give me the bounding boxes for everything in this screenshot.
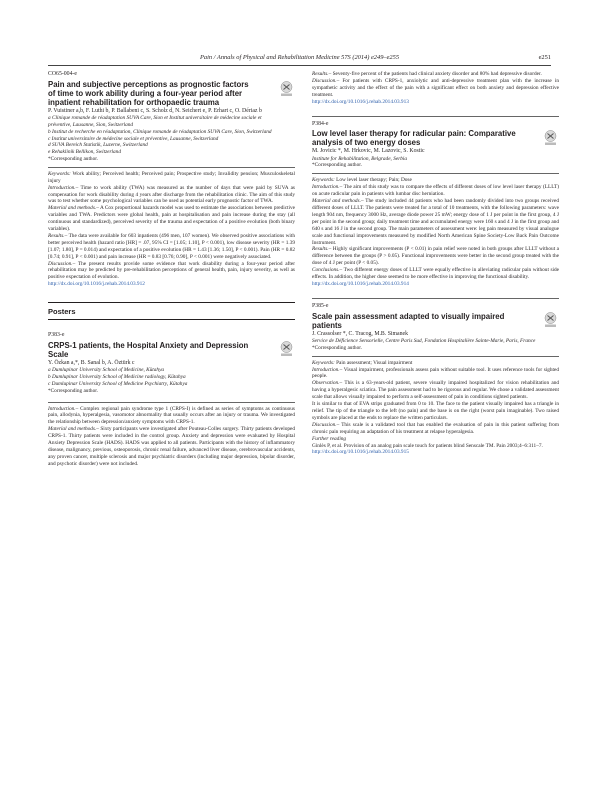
doi-link[interactable]: http://dx.doi.org/10.1016/j.rehab.2014.03.913 — [312, 98, 409, 105]
abstract-co65 — [48, 71, 295, 288]
intro-text: – Visual impairment, professionals assess pain without suitable tool. It uses reference tools for sighted people. — [312, 366, 559, 380]
results-text: – Seventy-five percent of the patients had clinical anxiety disorder and 80% had depressive disorder. — [328, 71, 542, 77]
results-text: – The data were available for 603 inpatients (496 men, 107 women). We observed positive associations with better perceived health (hazard ratio [HR] = .07, 95% CI = [1.05; 1.10], P < 0.001), low disease severity (HR = 1.39 [1.07; 1.80], P = 0.014) and expectation of a positive evolution (HR = 1.43 [1.36; 1.50], P < 0.001). Pain (HR = 0.82 [0.74; 0.91], P < 0.001) and pain increase (HR = 0.83 [0.76; 0.90], P < 0.001) were negatively associated. — [48, 232, 295, 260]
observation-label: Observation. — [312, 380, 340, 387]
intro-paragraph — [48, 406, 295, 427]
intro-text: – Complex regional pain syndrome type 1 (CRPS-I) is defined as series of symptoms as continuous pain, allodynia, hyperalgesia, vasomotor abnormality that usually occurs after an injury or trauma. We investigated the relationship between depression/anxiety symptoms with CRPS-1. — [48, 405, 295, 426]
abstract-authors: Y. Özkan a,*, B. Sanal b, A. Öztürk c — [48, 360, 135, 367]
intro-label: Introduction. — [48, 184, 76, 191]
affiliation: b Dumlupinar University School of Medicine radiology, Kütahya — [48, 374, 186, 381]
abstract-authors: M. Jovicic *, M. Hrkovic, M. Lazovic, S. Kostic — [312, 148, 425, 155]
keywords-text: Work ability; Perceived health; Perceived pain; Prospective study; Invalidity pension; Musculoskeletal injury — [48, 170, 296, 184]
section-rule — [48, 319, 295, 320]
abstract-title: Scale pain assessment adapted to visually impaired patients — [312, 311, 505, 330]
divider — [312, 298, 559, 299]
methods-paragraph — [48, 205, 295, 233]
methods-label: Material and methods. — [48, 426, 97, 433]
keywords-text: Pain assessment; Visual impairment — [336, 359, 413, 366]
conclusions-paragraph — [312, 267, 559, 281]
observation-paragraph — [312, 380, 559, 401]
discussion-text: – This scale is a validated tool that has enabled the evaluation of pain in this patient suffering from chronic pain requiring an adaptation of his treatment at relapse hyperalgesia. — [312, 421, 559, 435]
keywords-label: Keywords: — [48, 170, 71, 177]
discussion-text: – For patients with CRPS-1, anxiolytic and anti-depressive treatment plan with the increase in sympathetic activity and the effect of the pain with a significant effect on both anxiety and depression effective treatment. — [312, 77, 559, 98]
results-text: – Highly significant improvements (P < 0.01) in pain relief were noted in both groups after LLLT without a difference between the groups (P > 0.05). Functional improvements were better in the second group treated with the dose of 4 J per point (P < 0.05). — [312, 246, 559, 267]
divider — [312, 116, 559, 117]
intro-label: Introduction. — [48, 405, 76, 412]
intro-text: – The aim of this study was to compare the effects of different doses of low level laser therapy (LLLT) on acute radicular pain in patients with lumbar disc herniation. — [312, 184, 559, 198]
doi-link[interactable]: http://dx.doi.org/10.1016/j.rehab.2014.03.915 — [312, 449, 409, 456]
discussion-label: Discussion. — [312, 77, 337, 84]
discussion-label: Discussion. — [48, 260, 73, 267]
affiliation: c Dumlupinar University School of Medicine Psychiatry, Kütahya — [48, 380, 188, 387]
abstract-code: P385-e — [312, 302, 329, 309]
running-head — [48, 53, 551, 66]
reference-entry: Ginlès P, et al. Provision of an analog pain scale touch for patients blind Senscale TM. Pain 2003;4–6:311–7. — [312, 442, 543, 449]
affiliation: Institute for Rehabilitation, Belgrade, Serbia — [312, 155, 408, 162]
divider — [312, 356, 559, 357]
results-paragraph — [48, 233, 295, 261]
abstract-p383-continued — [312, 71, 559, 106]
left-column — [48, 71, 295, 468]
affiliation: c Institut universitaire de médecine sociale et préventive, Lausanne, Switzerland — [48, 135, 219, 142]
discussion-label: Discussion. — [312, 421, 337, 428]
results-label: Results. — [312, 246, 329, 253]
methods-paragraph — [48, 426, 295, 467]
keywords-label: Keywords: — [312, 177, 335, 184]
discussion-text: – The present results provide some evidence that work disability during a four-year period after rehabilitation may be predicted by pre-rehabilitation perceptions of general health, pain, injury severity, as well as positive expectation of evolution. — [48, 260, 295, 281]
methods-text: – Sixty participants were investigated after Pouteau-Colles surgery. Thirty patients developed CRPS-1. Thirty patients were included in the control group. Anxiety and depression were evaluated by Hospital Anxiety Depression Scale (HADS). HADS was applied to all patients. Participants with the history of inflammatory disease, malignancy, previous, osteoporosis, chronic renal failure, advanced liver disease, cerebrovascular accidents, any proven cancer, multiple sclerosis and major psychiatric disorders (including major depression, bipolar disorder, and psychotic disorder) were not included. — [48, 426, 295, 467]
page-number: e251 — [538, 54, 551, 61]
corresponding-author: *Corresponding author. — [48, 387, 99, 394]
right-column — [312, 71, 559, 456]
affiliation: e Rehaklinik Bellikon, Switzerland — [48, 149, 121, 156]
keywords-label: Keywords: — [312, 359, 335, 366]
conclusions-label: Conclusions. — [312, 267, 340, 274]
keywords-text: Low level laser therapy; Pain; Dose — [336, 177, 412, 184]
abstract-title: Low level laser therapy for radicular pain: Comparative analysis of two energy doses — [312, 129, 516, 148]
results-paragraph — [312, 246, 559, 267]
corresponding-author: *Corresponding author. — [312, 162, 363, 169]
section-rule — [48, 302, 295, 303]
abstract-authors: P. Vuistiner a,b, F. Luthi b, P. Ballabeni c, S. Scholz d, N. Seichert e, P. Erhart c, O. Dériaz b — [48, 107, 262, 114]
abstract-title: CRPS-1 patients, the Hospital Anxiety and Depression Scale — [48, 341, 249, 360]
abstract-authors: J. Crassolser *, C. Tracog, M.B. Simanek — [312, 330, 408, 337]
abstract-code: P383-e — [48, 332, 65, 339]
intro-paragraph — [312, 367, 559, 381]
crossmark-icon[interactable] — [280, 81, 293, 97]
divider — [312, 173, 559, 174]
divider — [48, 167, 295, 168]
abstract-p384 — [312, 121, 559, 288]
crossmark-icon[interactable] — [280, 341, 293, 357]
affiliation: b Institut de recherche en réadaptation, Clinique romande de réadaptation SUVA Care, Sion, Switzerland — [48, 128, 272, 135]
methods-text: – The study included 44 patients who had been randomly divided into two groups received different doses of LLLT. The patients were treated for a total of 10 treatments, with the following parameters: wave length 904 nm, frequency 3000 Hz, average diode power 25 mW; energy dose of 1 J per point in the first group, 4 J per point in the second group; daily treatment time and accumulated energy were 160 s and 4 J in the first group and 640 s and 16 J in the second group. The main parameters of assessment were: leg pain measured by visual analogue scale and functional improvements measured by modified North American Spine Society-Low Back Pain Outcome Instrument. — [312, 198, 559, 246]
abstract-title: Pain and subjective perceptions as prognostic factors of time to work ability during a four-year period after inpatient rehabilitation for orthopaedic trauma — [48, 79, 249, 107]
affiliation: a Clinique romande de réadaptation SUVA Care, Sion et Institut universitaire de médecine sociale et préventive, Lausanne, Sion, Switzerland — [48, 115, 262, 128]
abstract-p383 — [48, 332, 295, 468]
keywords-paragraph — [312, 360, 559, 367]
abstract-code: CO65-004-e — [48, 71, 77, 77]
doi-link[interactable]: http://dx.doi.org/10.1016/j.rehab.2014.03.914 — [312, 280, 409, 287]
results-paragraph — [312, 71, 559, 78]
corresponding-author: *Corresponding author. — [48, 155, 99, 162]
discussion-paragraph — [48, 261, 295, 282]
methods-label: Material and methods. — [312, 198, 361, 205]
divider — [48, 402, 295, 403]
methods-label: Material and methods. — [48, 205, 97, 212]
body-paragraph: It is similar to that of EVA strips graduated from 0 to 10. The face to the patient visually impaired has a triangle in relief. The tip of the triangle to the left (no pain) and the base is on the right (worst pain imaginable). Two raised symbols are placed at the ends to replace the written particulars. — [312, 401, 559, 421]
abstract-p385 — [312, 303, 559, 457]
discussion-paragraph — [312, 422, 559, 436]
corresponding-author: *Corresponding author. — [312, 344, 363, 351]
keywords-paragraph — [48, 171, 295, 185]
methods-paragraph — [312, 198, 559, 246]
crossmark-icon[interactable] — [544, 312, 557, 328]
affiliation: Service de Déficience Sensorielle, Centre Paris Sud, Fondation Hospitalière Sainte-Marie, Paris, France — [312, 337, 536, 344]
affiliation: a Dumlupinar University School of Medicine, Kütahya — [48, 367, 165, 374]
section-heading: Posters — [48, 307, 76, 317]
journal-citation: Pain / Annals of Physical and Rehabilitation Medicine 57S (2014) e249–e255 — [199, 54, 400, 61]
further-reading-heading: Further reading — [312, 435, 347, 442]
intro-label: Introduction. — [312, 366, 340, 373]
affiliation: d SUVA Bereich Statistik, Luzerne, Switzerland — [48, 142, 148, 149]
conclusions-text: – Two different energy doses of LLLT were equally effective in alleviating radicular pain without side effects. In addition, the higher dose seemed to be more effective in improving the functional disability. — [312, 267, 559, 281]
doi-link[interactable]: http://dx.doi.org/10.1016/j.rehab.2014.03.912 — [48, 281, 145, 288]
observation-text: – This is a 63-years-old patient, severe visually impaired hospitalized for vision rehabilitation and having a hyperalgesic sciatica. The pain assessment had to be rigorous and regular. We chose a validated assessment scale that allows visually impaired to perform a self-assessment of pain in conditions sighted patients. — [312, 380, 559, 401]
discussion-paragraph — [312, 78, 559, 99]
intro-paragraph — [48, 185, 295, 206]
results-label: Results. — [312, 71, 329, 77]
crossmark-icon[interactable] — [544, 130, 557, 146]
intro-paragraph — [312, 184, 559, 198]
methods-text: – A Cox proportional hazards model was used to estimate the associations between predictive variables and TWA. Predictors were global health, pain at hospitalisation and pain increase during the stay (all continuous and standardized), perceived severity of the trauma and expectation of a positive evolution (both binary variables). — [48, 205, 295, 233]
abstract-code: P384-e — [312, 120, 329, 127]
intro-label: Introduction. — [312, 184, 340, 191]
intro-text: – Time to work ability (TWA) was measured as the number of days that were paid by SUVA as compensation for work disability during 4 years after discharge from the rehabilitation clinic. The aim of this study was to test whether some psychological variables can be used as potential early prognostic factor of TWA. — [48, 184, 295, 205]
results-label: Results. — [48, 232, 65, 239]
